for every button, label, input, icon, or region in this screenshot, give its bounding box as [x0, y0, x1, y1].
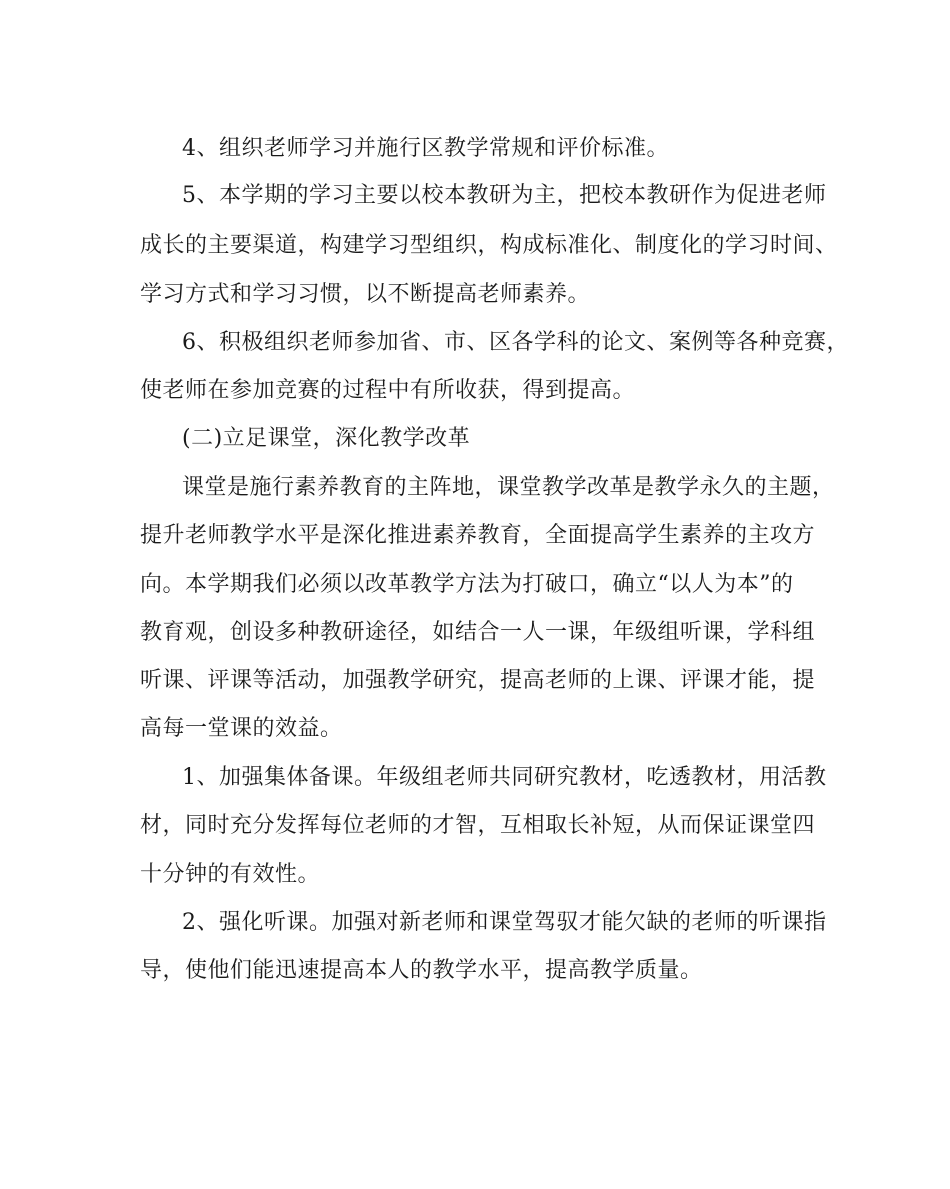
- text-line: 材，同时充分发挥每位老师的才智，互相取长补短，从而保证课堂四: [140, 813, 816, 838]
- text-line: 1、加强集体备课。年级组老师共同研究教材，吃透教材，用活教: [182, 765, 827, 790]
- section-heading: (二)立足课堂，深化教学改革: [182, 426, 471, 451]
- text-line: 成长的主要渠道，构建学习型组织，构成标准化、制度化的学习时间、: [140, 233, 838, 258]
- text-line: 提升老师教学水平是深化推进素养教育，全面提高学生素养的主攻方: [140, 523, 816, 548]
- text-line: 4、组织老师学习并施行区教学常规和评价标准。: [182, 136, 669, 161]
- text-line: 5、本学期的学习主要以校本教研为主，把校本教研作为促进老师: [182, 183, 827, 208]
- text-line: 高每一堂课的效益。: [140, 716, 343, 741]
- text-line: 学习方式和学习习惯，以不断提高老师素养。: [140, 282, 591, 307]
- text-line: 十分钟的有效性。: [140, 862, 321, 887]
- text-line: 听课、评课等活动，加强教学研究，提高老师的上课、评课才能，提: [140, 668, 816, 693]
- text-line: 向。本学期我们必须以改革教学方法为打破口，确立“以人为本”的: [140, 572, 794, 597]
- text-line: 使老师在参加竞赛的过程中有所收获，得到提高。: [140, 378, 636, 403]
- text-line: 2、强化听课。加强对新老师和课堂驾驭才能欠缺的老师的听课指: [182, 910, 827, 935]
- text-line: 课堂是施行素养教育的主阵地，课堂教学改革是教学永久的主题，: [182, 475, 835, 500]
- text-line: 6、积极组织老师参加省、市、区各学科的论文、案例等各种竞赛，: [182, 330, 849, 355]
- text-line: 导，使他们能迅速提高本人的教学水平，提高教学质量。: [140, 958, 703, 983]
- text-line: 教育观，创设多种教研途径，如结合一人一课，年级组听课，学科组: [140, 620, 816, 645]
